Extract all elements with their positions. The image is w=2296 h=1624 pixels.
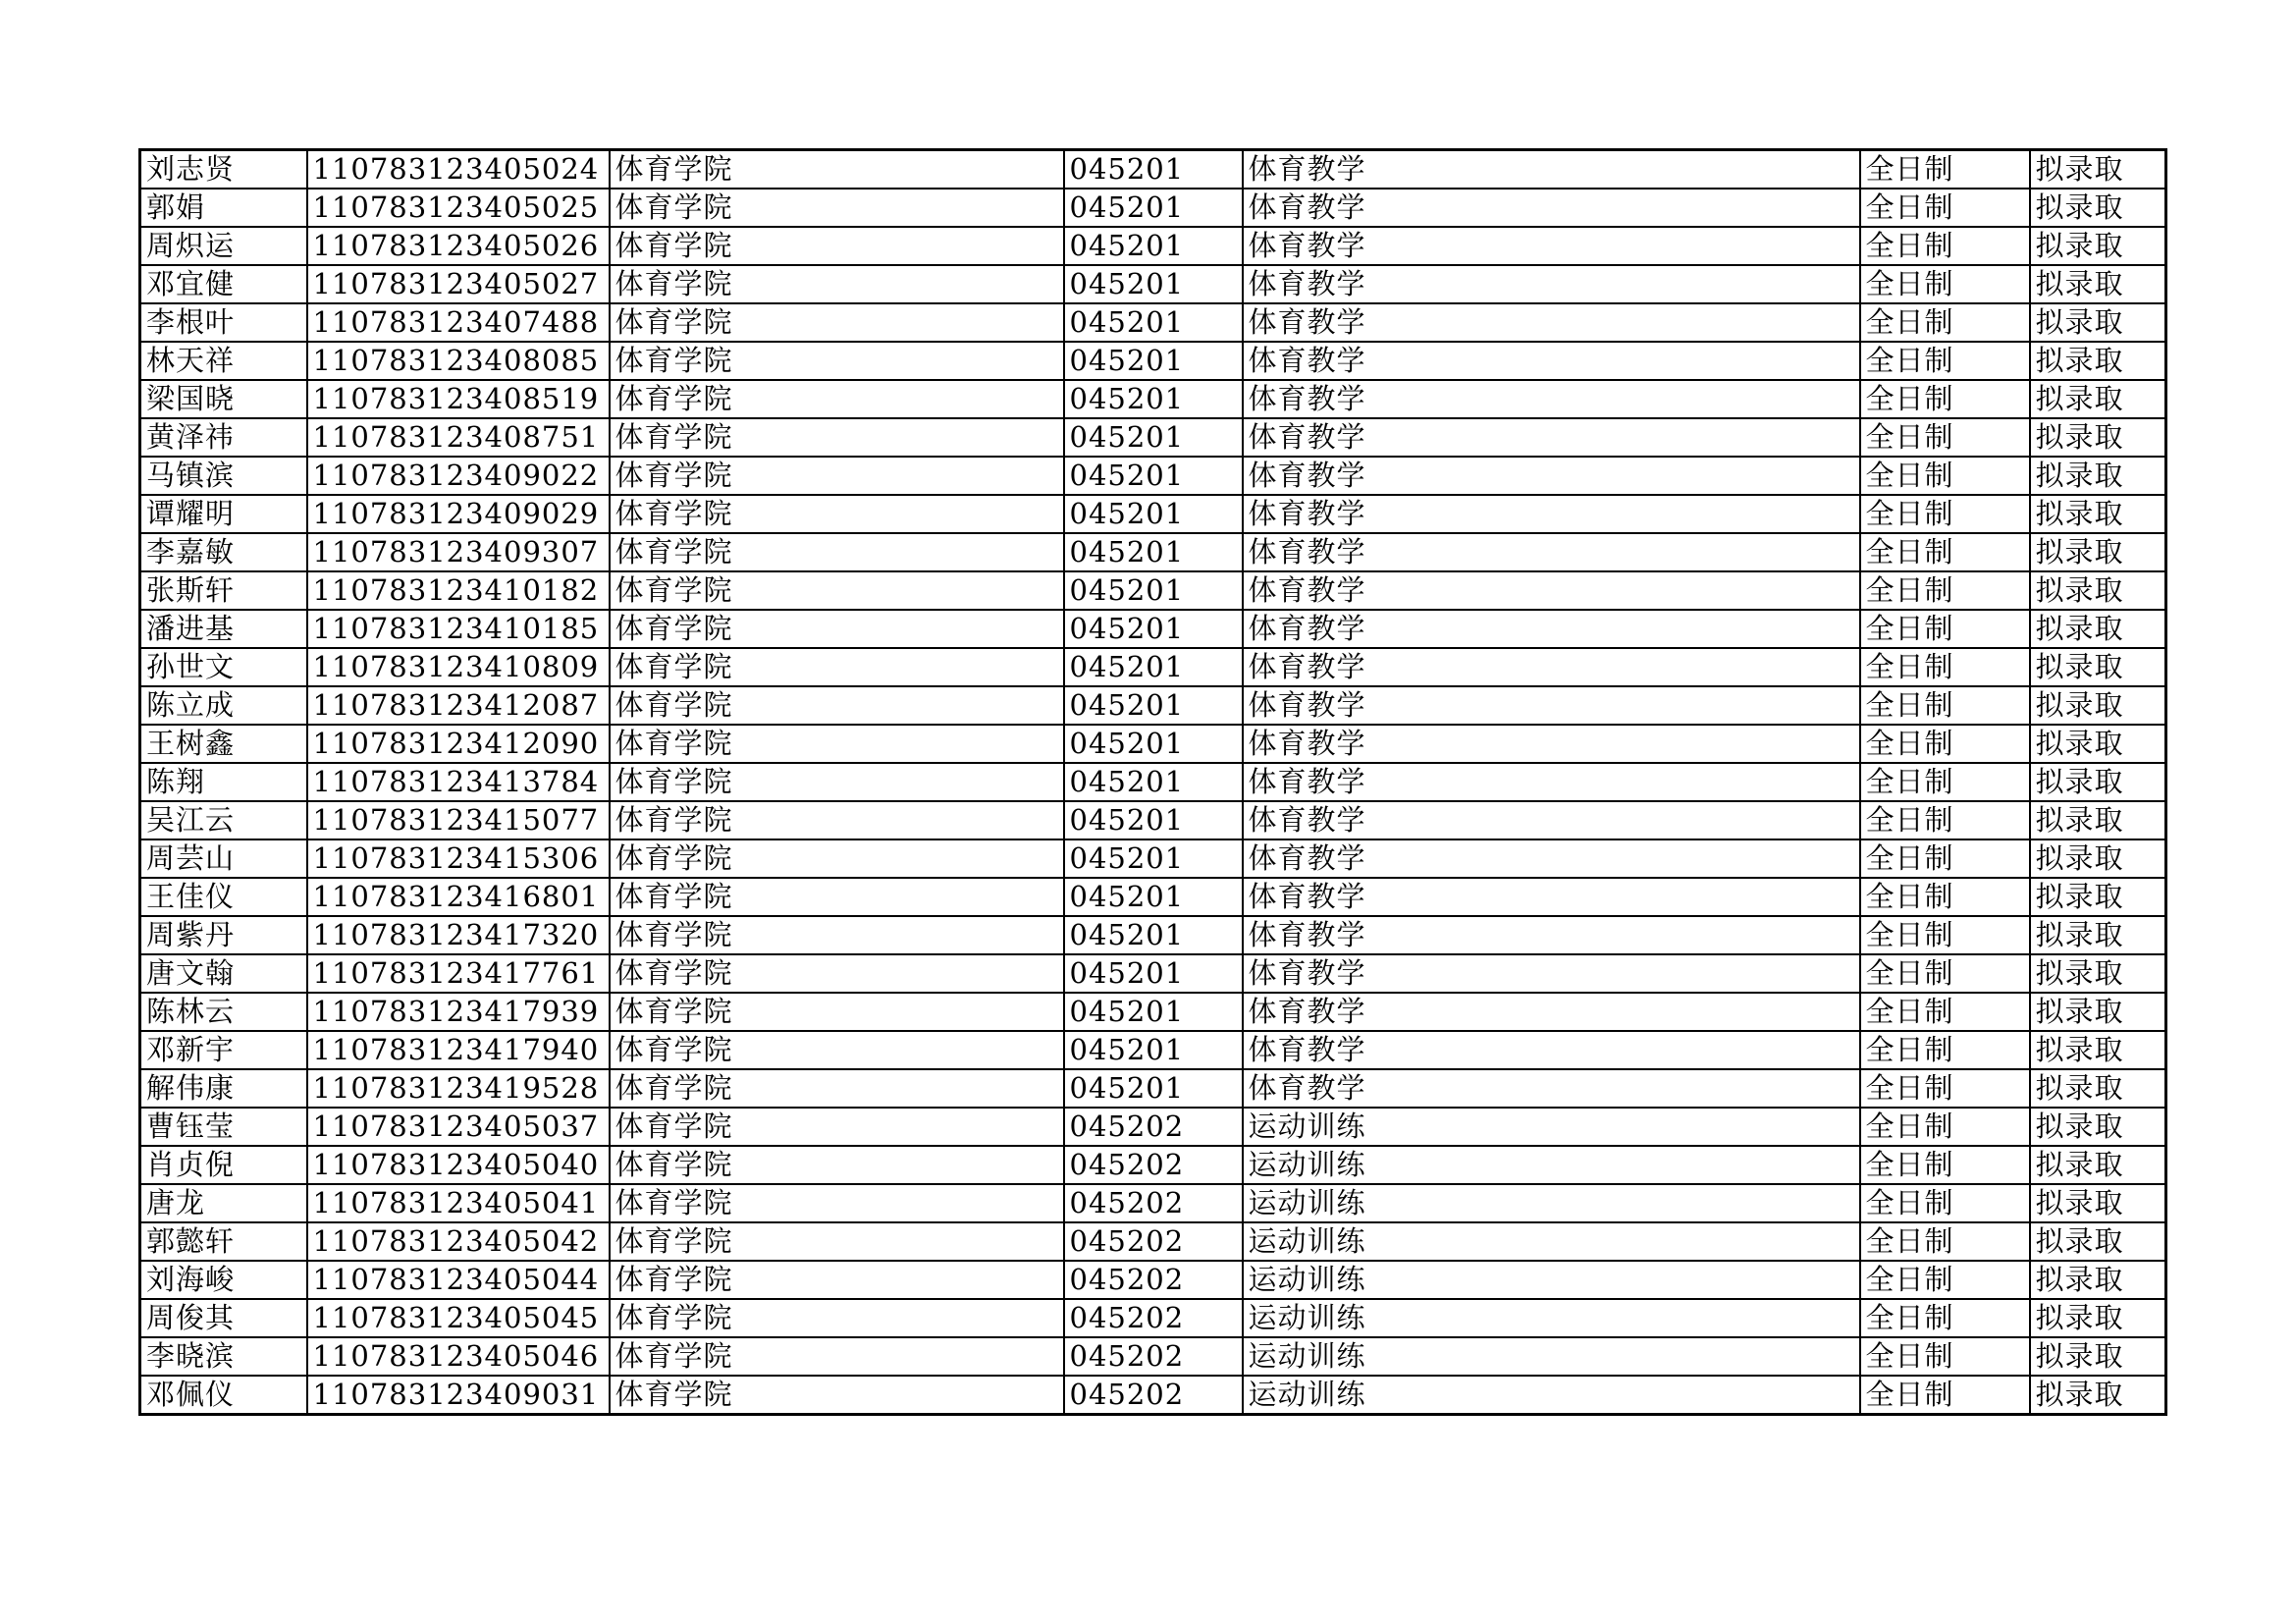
status-cell: 拟录取 (2030, 457, 2166, 495)
college-cell: 体育学院 (610, 1337, 1064, 1376)
major-name-cell: 体育教学 (1243, 954, 1860, 993)
study-mode-cell: 全日制 (1860, 227, 2030, 265)
status-cell: 拟录取 (2030, 1337, 2166, 1376)
name-cell: 周紫丹 (140, 916, 307, 954)
name-cell: 唐文翰 (140, 954, 307, 993)
college-cell: 体育学院 (610, 954, 1064, 993)
status-cell: 拟录取 (2030, 801, 2166, 839)
major-name-cell: 体育教学 (1243, 801, 1860, 839)
college-cell: 体育学院 (610, 533, 1064, 571)
study-mode-cell: 全日制 (1860, 916, 2030, 954)
name-cell: 马镇滨 (140, 457, 307, 495)
college-cell: 体育学院 (610, 1069, 1064, 1108)
study-mode-cell: 全日制 (1860, 495, 2030, 533)
name-cell: 梁国晓 (140, 380, 307, 418)
table-row (140, 303, 2166, 342)
admission-list-table (138, 148, 2167, 1416)
major-name-cell: 体育教学 (1243, 648, 1860, 686)
exam-id-cell: 110783123405040 (307, 1146, 610, 1184)
name-cell: 张斯轩 (140, 571, 307, 610)
name-cell: 刘海峻 (140, 1261, 307, 1299)
table-row (140, 1184, 2166, 1222)
study-mode-cell: 全日制 (1860, 1069, 2030, 1108)
exam-id-cell: 110783123417939 (307, 993, 610, 1031)
study-mode-cell: 全日制 (1860, 189, 2030, 227)
exam-id-cell: 110783123417320 (307, 916, 610, 954)
table-row (140, 1261, 2166, 1299)
exam-id-cell: 110783123416801 (307, 878, 610, 916)
major-code-cell: 045201 (1064, 227, 1243, 265)
name-cell: 唐龙 (140, 1184, 307, 1222)
exam-id-cell: 110783123405041 (307, 1184, 610, 1222)
name-cell: 邓宜健 (140, 265, 307, 303)
major-name-cell: 体育教学 (1243, 686, 1860, 725)
study-mode-cell: 全日制 (1860, 1108, 2030, 1146)
exam-id-cell: 110783123417940 (307, 1031, 610, 1069)
name-cell: 潘进基 (140, 610, 307, 648)
major-code-cell: 045201 (1064, 380, 1243, 418)
major-name-cell: 体育教学 (1243, 189, 1860, 227)
college-cell: 体育学院 (610, 686, 1064, 725)
table-row (140, 342, 2166, 380)
major-name-cell: 体育教学 (1243, 342, 1860, 380)
status-cell: 拟录取 (2030, 839, 2166, 878)
major-code-cell: 045201 (1064, 725, 1243, 763)
table-row (140, 954, 2166, 993)
status-cell: 拟录取 (2030, 1376, 2166, 1415)
college-cell: 体育学院 (610, 1299, 1064, 1337)
major-name-cell: 体育教学 (1243, 571, 1860, 610)
study-mode-cell: 全日制 (1860, 610, 2030, 648)
name-cell: 邓佩仪 (140, 1376, 307, 1415)
college-cell: 体育学院 (610, 265, 1064, 303)
exam-id-cell: 110783123412087 (307, 686, 610, 725)
exam-id-cell: 110783123410185 (307, 610, 610, 648)
major-name-cell: 体育教学 (1243, 993, 1860, 1031)
status-cell: 拟录取 (2030, 380, 2166, 418)
status-cell: 拟录取 (2030, 150, 2166, 189)
status-cell: 拟录取 (2030, 916, 2166, 954)
table-row (140, 1146, 2166, 1184)
study-mode-cell: 全日制 (1860, 265, 2030, 303)
table-row (140, 1222, 2166, 1261)
name-cell: 周俊其 (140, 1299, 307, 1337)
major-code-cell: 045201 (1064, 801, 1243, 839)
name-cell: 吴江云 (140, 801, 307, 839)
major-name-cell: 体育教学 (1243, 1069, 1860, 1108)
college-cell: 体育学院 (610, 189, 1064, 227)
table-row (140, 763, 2166, 801)
name-cell: 陈林云 (140, 993, 307, 1031)
college-cell: 体育学院 (610, 763, 1064, 801)
study-mode-cell: 全日制 (1860, 1261, 2030, 1299)
college-cell: 体育学院 (610, 457, 1064, 495)
name-cell: 周炽运 (140, 227, 307, 265)
study-mode-cell: 全日制 (1860, 571, 2030, 610)
major-name-cell: 体育教学 (1243, 878, 1860, 916)
study-mode-cell: 全日制 (1860, 1376, 2030, 1415)
study-mode-cell: 全日制 (1860, 763, 2030, 801)
table-row (140, 571, 2166, 610)
major-name-cell: 运动训练 (1243, 1108, 1860, 1146)
college-cell: 体育学院 (610, 648, 1064, 686)
name-cell: 邓新宇 (140, 1031, 307, 1069)
major-code-cell: 045201 (1064, 571, 1243, 610)
name-cell: 郭懿轩 (140, 1222, 307, 1261)
major-code-cell: 045202 (1064, 1261, 1243, 1299)
major-name-cell: 运动训练 (1243, 1376, 1860, 1415)
name-cell: 解伟康 (140, 1069, 307, 1108)
major-code-cell: 045201 (1064, 303, 1243, 342)
major-code-cell: 045201 (1064, 342, 1243, 380)
major-name-cell: 运动训练 (1243, 1146, 1860, 1184)
college-cell: 体育学院 (610, 916, 1064, 954)
table-row (140, 533, 2166, 571)
table-row (140, 1299, 2166, 1337)
name-cell: 林天祥 (140, 342, 307, 380)
name-cell: 肖贞倪 (140, 1146, 307, 1184)
major-code-cell: 045201 (1064, 954, 1243, 993)
major-code-cell: 045201 (1064, 878, 1243, 916)
study-mode-cell: 全日制 (1860, 1184, 2030, 1222)
status-cell: 拟录取 (2030, 763, 2166, 801)
study-mode-cell: 全日制 (1860, 878, 2030, 916)
status-cell: 拟录取 (2030, 954, 2166, 993)
major-code-cell: 045201 (1064, 916, 1243, 954)
exam-id-cell: 110783123405027 (307, 265, 610, 303)
college-cell: 体育学院 (610, 571, 1064, 610)
name-cell: 王树鑫 (140, 725, 307, 763)
status-cell: 拟录取 (2030, 1261, 2166, 1299)
major-code-cell: 045201 (1064, 1031, 1243, 1069)
name-cell: 黄泽祎 (140, 418, 307, 457)
exam-id-cell: 110783123413784 (307, 763, 610, 801)
table-row (140, 1108, 2166, 1146)
major-code-cell: 045201 (1064, 686, 1243, 725)
status-cell: 拟录取 (2030, 418, 2166, 457)
status-cell: 拟录取 (2030, 725, 2166, 763)
study-mode-cell: 全日制 (1860, 993, 2030, 1031)
major-name-cell: 体育教学 (1243, 1031, 1860, 1069)
name-cell: 谭耀明 (140, 495, 307, 533)
exam-id-cell: 110783123410809 (307, 648, 610, 686)
name-cell: 李嘉敏 (140, 533, 307, 571)
status-cell: 拟录取 (2030, 648, 2166, 686)
major-code-cell: 045201 (1064, 648, 1243, 686)
name-cell: 曹钰莹 (140, 1108, 307, 1146)
exam-id-cell: 110783123415306 (307, 839, 610, 878)
status-cell: 拟录取 (2030, 878, 2166, 916)
major-code-cell: 045201 (1064, 189, 1243, 227)
major-code-cell: 045202 (1064, 1376, 1243, 1415)
table-row (140, 227, 2166, 265)
major-code-cell: 045202 (1064, 1146, 1243, 1184)
exam-id-cell: 110783123415077 (307, 801, 610, 839)
college-cell: 体育学院 (610, 1222, 1064, 1261)
major-code-cell: 045201 (1064, 993, 1243, 1031)
table-row (140, 495, 2166, 533)
major-name-cell: 运动训练 (1243, 1261, 1860, 1299)
college-cell: 体育学院 (610, 342, 1064, 380)
major-name-cell: 体育教学 (1243, 303, 1860, 342)
major-name-cell: 运动训练 (1243, 1299, 1860, 1337)
major-code-cell: 045201 (1064, 150, 1243, 189)
major-name-cell: 体育教学 (1243, 418, 1860, 457)
college-cell: 体育学院 (610, 1146, 1064, 1184)
major-name-cell: 体育教学 (1243, 533, 1860, 571)
study-mode-cell: 全日制 (1860, 1146, 2030, 1184)
study-mode-cell: 全日制 (1860, 648, 2030, 686)
exam-id-cell: 110783123412090 (307, 725, 610, 763)
status-cell: 拟录取 (2030, 495, 2166, 533)
study-mode-cell: 全日制 (1860, 303, 2030, 342)
exam-id-cell: 110783123405024 (307, 150, 610, 189)
major-code-cell: 045202 (1064, 1184, 1243, 1222)
exam-id-cell: 110783123405025 (307, 189, 610, 227)
status-cell: 拟录取 (2030, 1299, 2166, 1337)
exam-id-cell: 110783123405037 (307, 1108, 610, 1146)
college-cell: 体育学院 (610, 418, 1064, 457)
college-cell: 体育学院 (610, 610, 1064, 648)
study-mode-cell: 全日制 (1860, 533, 2030, 571)
name-cell: 郭娟 (140, 189, 307, 227)
exam-id-cell: 110783123409029 (307, 495, 610, 533)
study-mode-cell: 全日制 (1860, 150, 2030, 189)
name-cell: 王佳仪 (140, 878, 307, 916)
major-code-cell: 045202 (1064, 1337, 1243, 1376)
exam-id-cell: 110783123405045 (307, 1299, 610, 1337)
name-cell: 刘志贤 (140, 150, 307, 189)
study-mode-cell: 全日制 (1860, 1031, 2030, 1069)
table-row (140, 1069, 2166, 1108)
college-cell: 体育学院 (610, 1108, 1064, 1146)
table-row (140, 418, 2166, 457)
status-cell: 拟录取 (2030, 227, 2166, 265)
status-cell: 拟录取 (2030, 686, 2166, 725)
status-cell: 拟录取 (2030, 342, 2166, 380)
table-row (140, 380, 2166, 418)
table-row (140, 1031, 2166, 1069)
major-name-cell: 体育教学 (1243, 495, 1860, 533)
study-mode-cell: 全日制 (1860, 418, 2030, 457)
major-name-cell: 运动训练 (1243, 1222, 1860, 1261)
college-cell: 体育学院 (610, 1261, 1064, 1299)
table-row (140, 189, 2166, 227)
name-cell: 李晓滨 (140, 1337, 307, 1376)
major-name-cell: 体育教学 (1243, 763, 1860, 801)
exam-id-cell: 110783123409022 (307, 457, 610, 495)
table-row (140, 150, 2166, 189)
status-cell: 拟录取 (2030, 1108, 2166, 1146)
college-cell: 体育学院 (610, 495, 1064, 533)
study-mode-cell: 全日制 (1860, 725, 2030, 763)
major-name-cell: 体育教学 (1243, 725, 1860, 763)
college-cell: 体育学院 (610, 303, 1064, 342)
table-row (140, 265, 2166, 303)
major-name-cell: 体育教学 (1243, 457, 1860, 495)
college-cell: 体育学院 (610, 993, 1064, 1031)
college-cell: 体育学院 (610, 227, 1064, 265)
status-cell: 拟录取 (2030, 610, 2166, 648)
name-cell: 周芸山 (140, 839, 307, 878)
name-cell: 陈翔 (140, 763, 307, 801)
name-cell: 陈立成 (140, 686, 307, 725)
study-mode-cell: 全日制 (1860, 1222, 2030, 1261)
status-cell: 拟录取 (2030, 1069, 2166, 1108)
exam-id-cell: 110783123419528 (307, 1069, 610, 1108)
major-code-cell: 045201 (1064, 418, 1243, 457)
table-row (140, 993, 2166, 1031)
major-code-cell: 045201 (1064, 1069, 1243, 1108)
table-row (140, 1337, 2166, 1376)
name-cell: 李根叶 (140, 303, 307, 342)
exam-id-cell: 110783123408519 (307, 380, 610, 418)
exam-id-cell: 110783123405026 (307, 227, 610, 265)
status-cell: 拟录取 (2030, 571, 2166, 610)
table-row (140, 878, 2166, 916)
major-code-cell: 045202 (1064, 1108, 1243, 1146)
major-name-cell: 体育教学 (1243, 916, 1860, 954)
study-mode-cell: 全日制 (1860, 686, 2030, 725)
status-cell: 拟录取 (2030, 1146, 2166, 1184)
college-cell: 体育学院 (610, 380, 1064, 418)
college-cell: 体育学院 (610, 150, 1064, 189)
college-cell: 体育学院 (610, 839, 1064, 878)
major-code-cell: 045201 (1064, 457, 1243, 495)
major-name-cell: 体育教学 (1243, 839, 1860, 878)
exam-id-cell: 110783123409307 (307, 533, 610, 571)
table-row (140, 457, 2166, 495)
exam-id-cell: 110783123410182 (307, 571, 610, 610)
table-row (140, 916, 2166, 954)
study-mode-cell: 全日制 (1860, 380, 2030, 418)
major-name-cell: 体育教学 (1243, 610, 1860, 648)
status-cell: 拟录取 (2030, 189, 2166, 227)
college-cell: 体育学院 (610, 1376, 1064, 1415)
status-cell: 拟录取 (2030, 1222, 2166, 1261)
major-name-cell: 体育教学 (1243, 380, 1860, 418)
study-mode-cell: 全日制 (1860, 457, 2030, 495)
study-mode-cell: 全日制 (1860, 1299, 2030, 1337)
exam-id-cell: 110783123405042 (307, 1222, 610, 1261)
status-cell: 拟录取 (2030, 265, 2166, 303)
college-cell: 体育学院 (610, 878, 1064, 916)
study-mode-cell: 全日制 (1860, 801, 2030, 839)
major-code-cell: 045202 (1064, 1222, 1243, 1261)
status-cell: 拟录取 (2030, 303, 2166, 342)
major-code-cell: 045201 (1064, 533, 1243, 571)
study-mode-cell: 全日制 (1860, 954, 2030, 993)
table-row (140, 1376, 2166, 1415)
major-name-cell: 运动训练 (1243, 1337, 1860, 1376)
exam-id-cell: 110783123405044 (307, 1261, 610, 1299)
table-row (140, 648, 2166, 686)
college-cell: 体育学院 (610, 725, 1064, 763)
table-body (140, 150, 2166, 1415)
status-cell: 拟录取 (2030, 993, 2166, 1031)
table-row (140, 686, 2166, 725)
major-code-cell: 045201 (1064, 839, 1243, 878)
table-row (140, 839, 2166, 878)
major-code-cell: 045201 (1064, 610, 1243, 648)
college-cell: 体育学院 (610, 1031, 1064, 1069)
study-mode-cell: 全日制 (1860, 839, 2030, 878)
exam-id-cell: 110783123405046 (307, 1337, 610, 1376)
exam-id-cell: 110783123408085 (307, 342, 610, 380)
status-cell: 拟录取 (2030, 1031, 2166, 1069)
major-code-cell: 045201 (1064, 763, 1243, 801)
table-row (140, 610, 2166, 648)
exam-id-cell: 110783123407488 (307, 303, 610, 342)
exam-id-cell: 110783123417761 (307, 954, 610, 993)
major-name-cell: 体育教学 (1243, 150, 1860, 189)
major-code-cell: 045201 (1064, 495, 1243, 533)
name-cell: 孙世文 (140, 648, 307, 686)
status-cell: 拟录取 (2030, 533, 2166, 571)
table-row (140, 801, 2166, 839)
major-name-cell: 体育教学 (1243, 227, 1860, 265)
exam-id-cell: 110783123409031 (307, 1376, 610, 1415)
major-code-cell: 045202 (1064, 1299, 1243, 1337)
major-name-cell: 体育教学 (1243, 265, 1860, 303)
exam-id-cell: 110783123408751 (307, 418, 610, 457)
major-name-cell: 运动训练 (1243, 1184, 1860, 1222)
study-mode-cell: 全日制 (1860, 1337, 2030, 1376)
status-cell: 拟录取 (2030, 1184, 2166, 1222)
college-cell: 体育学院 (610, 1184, 1064, 1222)
major-code-cell: 045201 (1064, 265, 1243, 303)
table-row (140, 725, 2166, 763)
college-cell: 体育学院 (610, 801, 1064, 839)
study-mode-cell: 全日制 (1860, 342, 2030, 380)
